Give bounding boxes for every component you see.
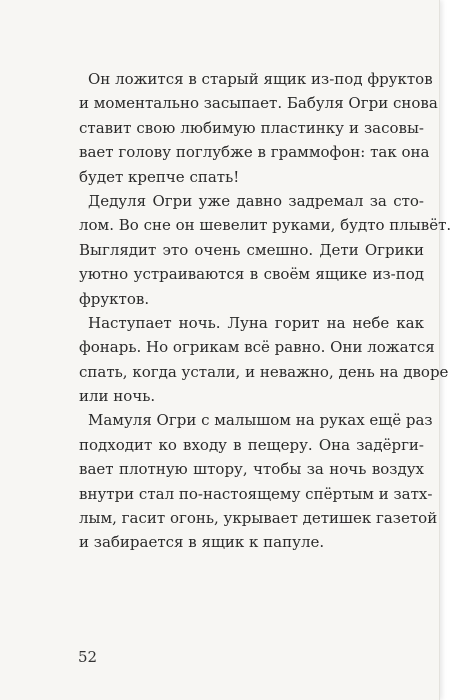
- paragraph-4: [79, 408, 438, 554]
- text-line: фонарь. Но огрикам всё равно. Они ложатся: [79, 338, 435, 357]
- text-line: вает плотную штору, чтобы за ночь воздух: [79, 460, 424, 479]
- paragraph-2: [79, 189, 452, 311]
- text-line: и забирается в ящик к папуле.: [79, 533, 325, 552]
- text-line: фруктов.: [79, 289, 150, 308]
- text-line: будет крепче спать!: [79, 167, 240, 186]
- text-line: Наступает ночь. Луна горит на небе как: [88, 313, 424, 332]
- body-text: [79, 67, 452, 555]
- text-line: ставит свою любимую пластинку и засовы-: [79, 118, 424, 137]
- text-line: и моментально засыпает. Бабуля Огри снова: [79, 94, 438, 113]
- text-line: или ночь.: [79, 387, 156, 406]
- text-line: уютно устраиваются в своём ящике из-под: [79, 265, 424, 284]
- text-line: Он ложится в старый ящик из-под фруктов: [88, 70, 433, 88]
- paragraph-3: [79, 311, 449, 409]
- text-line: Дедуля Огри уже давно задремал за сто-: [88, 191, 424, 210]
- page-number: 52: [78, 648, 98, 666]
- text-line: внутри стал по-настоящему спёртым и затх-: [79, 484, 433, 503]
- text-line: подходит ко входу в пещеру. Она задёрги-: [79, 435, 424, 454]
- text-line: лым, гасит огонь, укрывает детишек газетой: [79, 509, 438, 528]
- text-line: Мамуля Огри с малышом на руках ещё раз: [88, 411, 433, 430]
- paragraph-1: [79, 67, 438, 189]
- text-line: спать, когда устали, и неважно, день на дворе: [79, 362, 449, 381]
- text-line: лом. Во сне он шевелит руками, будто плывёт.: [79, 216, 452, 235]
- text-line: Выглядит это очень смешно. Дети Огрики: [79, 240, 424, 259]
- text-line: вает голову поглубже в граммофон: так она: [79, 143, 430, 162]
